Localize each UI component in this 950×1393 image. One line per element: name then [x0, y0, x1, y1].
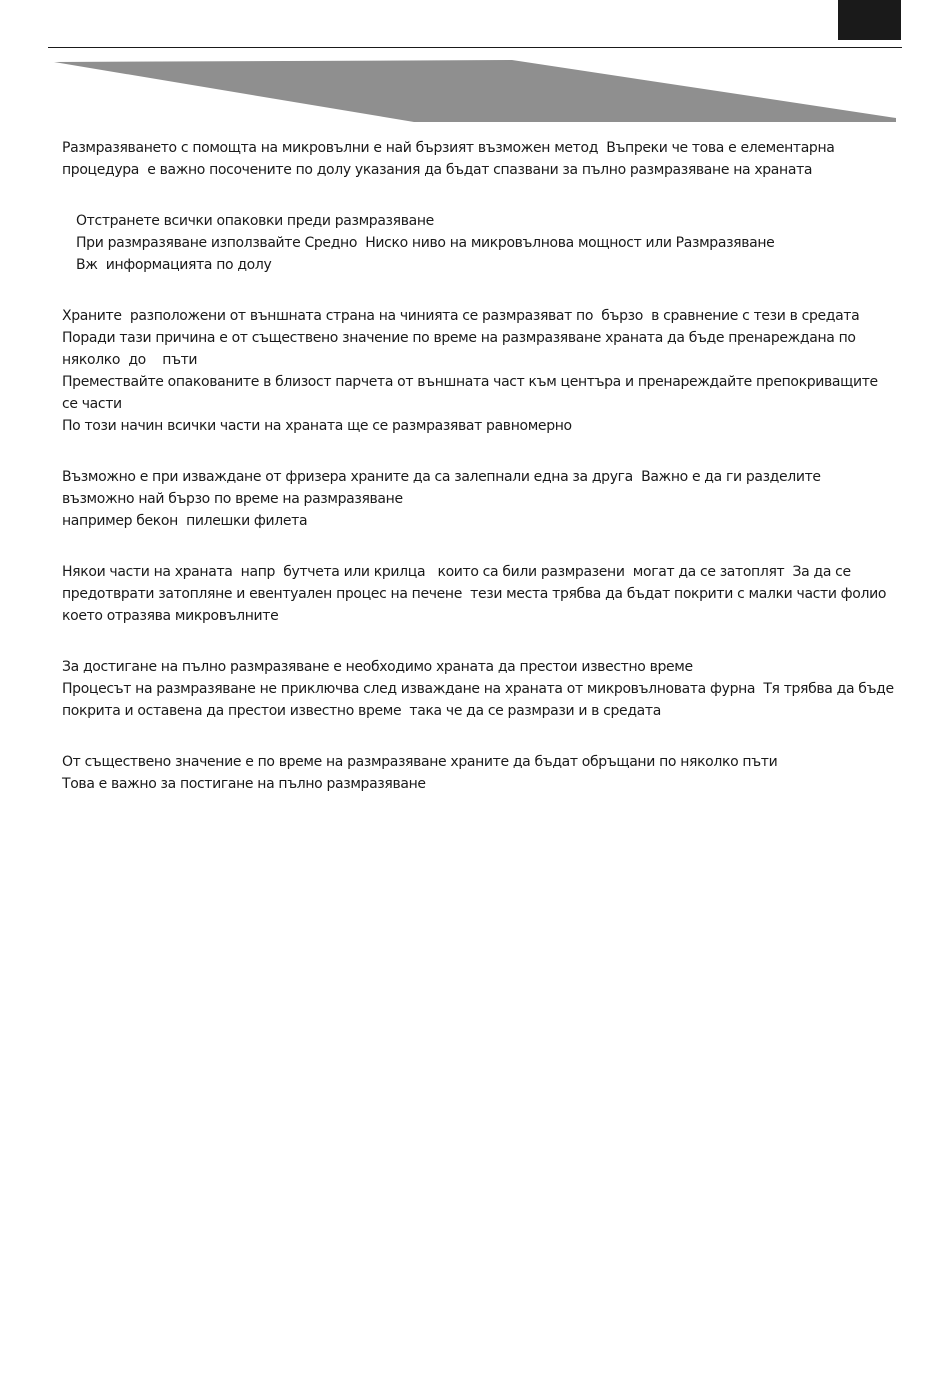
list-item: Вж информацията по долу: [76, 257, 272, 273]
paragraph-rearranging: Храните разположени от външната страна на чинията се размразяват по бързо в сравнение с тези в средата Поради тази причина е от съществено значение по време на размразяване храната да бъде пренареждана по няколко до пъти Премествайте опакованите в близост парчета от външната част към центъра и пренареждайте препокриващите се части По този начин всички части на храната ще се размразяват равномерно: [62, 308, 878, 434]
document-body: [62, 137, 894, 795]
banner-shape: [54, 60, 896, 122]
list-item: При размразяване използвайте Средно Ниско ниво на микровълнова мощност или Размразяване: [76, 235, 775, 251]
section-banner: [54, 60, 896, 122]
intro-paragraph: Размразяването с помощта на микровълни е най бързият възможен метод Въпреки че това е елементарна процедура е важно посочените по долу указания да бъдат спазвани за пълно размразяване на храната: [62, 140, 839, 178]
list-item: Отстранете всички опаковки преди размразяване: [76, 213, 434, 229]
header-divider: [48, 47, 902, 48]
page-tab-marker: [838, 0, 901, 40]
paragraph-standing-time: За достигане на пълно размразяване е необходимо храната да престои известно време Процесът на размразяване не приключва след изваждане на храната от микровълновата фурна Тя трябва да бъде покрита и оставена да престои известно време така че да се размрази и в средата: [62, 659, 894, 719]
paragraph-shielding: Някои части на храната напр бутчета или крилца които са били размразени могат да се затоплят За да се предотврати затопляне и евентуален процес на печене тези места трябва да бъдат покрити с малки части фолио което отразява микровълните: [62, 564, 895, 624]
paragraph-turning: От съществено значение е по време на размразяване храните да бъдат обръщани по няколко пъти Това е важно за постигане на пълно размразяване: [62, 754, 778, 792]
paragraph-separating: Възможно е при изваждане от фризера храните да са залепнали една за друга Важно е да ги разделите възможно най бързо по време на размразяване например бекон пилешки филета: [62, 469, 821, 529]
